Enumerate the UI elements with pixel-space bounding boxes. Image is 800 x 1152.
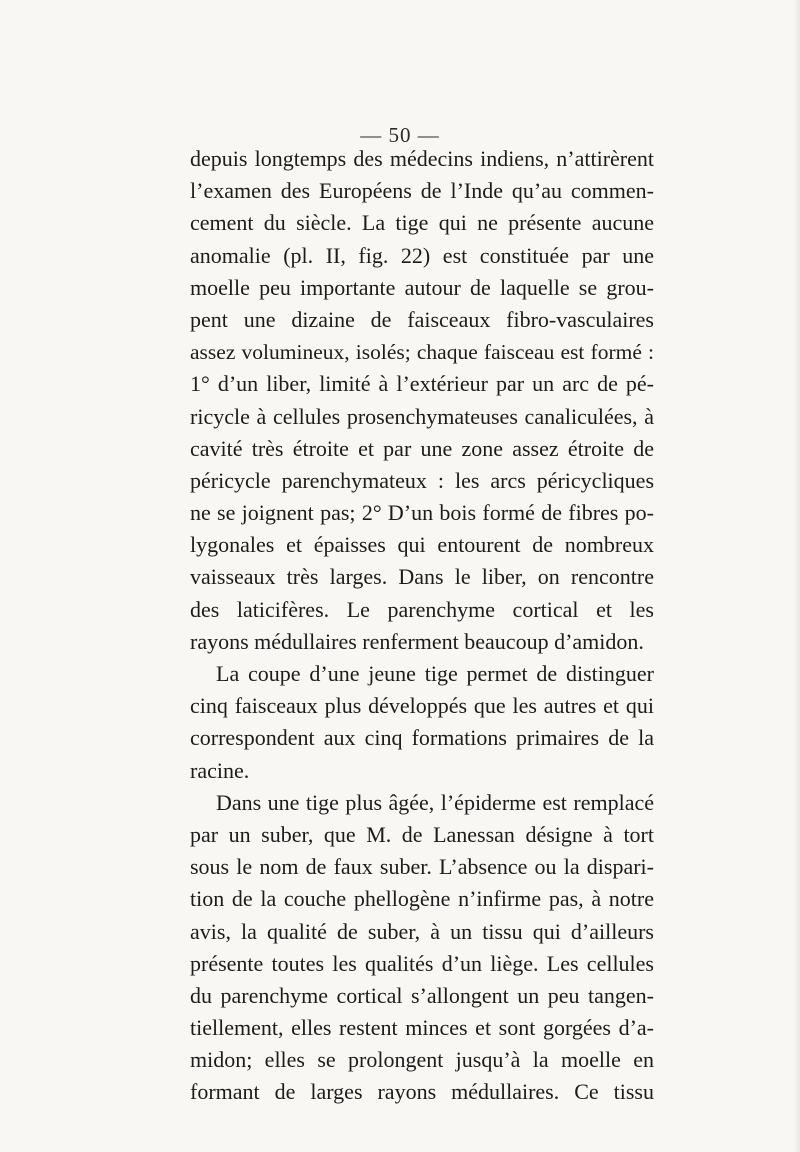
- text-line: péricycle parenchymateux : les arcs péricycliques: [190, 467, 654, 493]
- text-line: ne se joignent pas; 2° D’un bois formé de fibres po-: [190, 500, 654, 526]
- text-line: par un suber, que M. de Lanessan désigne à tort: [190, 821, 654, 847]
- text-line: tiellement, elles restent minces et sont gorgées d’a-: [190, 1015, 654, 1041]
- text-line: 1° d’un liber, limité à l’extérieur par un arc de pé-: [190, 371, 654, 397]
- text-line: racine.: [190, 757, 250, 783]
- text-line: midon; elles se prolongent jusqu’à la moelle en: [190, 1047, 654, 1073]
- text-line: présente toutes les qualités d’un liège. Les cellules: [190, 950, 654, 976]
- page-edge: [794, 0, 800, 1152]
- text-line: du parenchyme cortical s’allongent un peu tangen-: [190, 982, 654, 1008]
- text-line: La coupe d’une jeune tige permet de distinguer: [216, 661, 654, 686]
- text-line: sous le nom de faux suber. L’absence ou la dispari-: [190, 854, 654, 880]
- text-line: ricycle à cellules prosenchymateuses canaliculées, à: [190, 403, 654, 429]
- text-line: cavité très étroite et par une zone assez étroite de: [190, 435, 654, 461]
- text-line: tion de la couche phellogène n’infirme pas, à notre: [190, 886, 654, 912]
- text-line: rayons médullaires renferment beaucoup d’amidon.: [190, 628, 644, 654]
- text-line: cinq faisceaux plus développés que les autres et qui: [190, 693, 654, 719]
- text-line: vaisseaux très larges. Dans le liber, on rencontre: [190, 564, 654, 590]
- text-line: assez volumineux, isolés; chaque faisceau est formé :: [190, 340, 654, 365]
- text-line: des laticifères. Le parenchyme cortical et les: [190, 596, 654, 622]
- text-line: cement du siècle. La tige qui ne présente aucune: [190, 210, 654, 236]
- text-line: moelle peu importante autour de laquelle se grou-: [190, 274, 654, 300]
- text-line: formant de larges rayons médullaires. Ce tissu: [190, 1079, 654, 1105]
- body-text: [190, 143, 654, 1109]
- page-number: — 50 —: [360, 123, 440, 147]
- text-line: pent une dizaine de faisceaux fibro-vasculaires: [190, 306, 654, 332]
- text-line: lygonales et épaisses qui entourent de nombreux: [190, 532, 654, 558]
- text-line: avis, la qualité de suber, à un tissu qui d’ailleurs: [190, 918, 654, 944]
- text-line: anomalie (pl. II, fig. 22) est constituée par une: [190, 242, 654, 268]
- text-line: depuis longtemps des médecins indiens, n’attirèrent: [190, 146, 654, 171]
- text-line: correspondent aux cinq formations primaires de la: [190, 725, 654, 751]
- text-line: Dans une tige plus âgée, l’épiderme est remplacé: [216, 789, 654, 815]
- text-line: l’examen des Européens de l’Inde qu’au commen-: [190, 178, 654, 204]
